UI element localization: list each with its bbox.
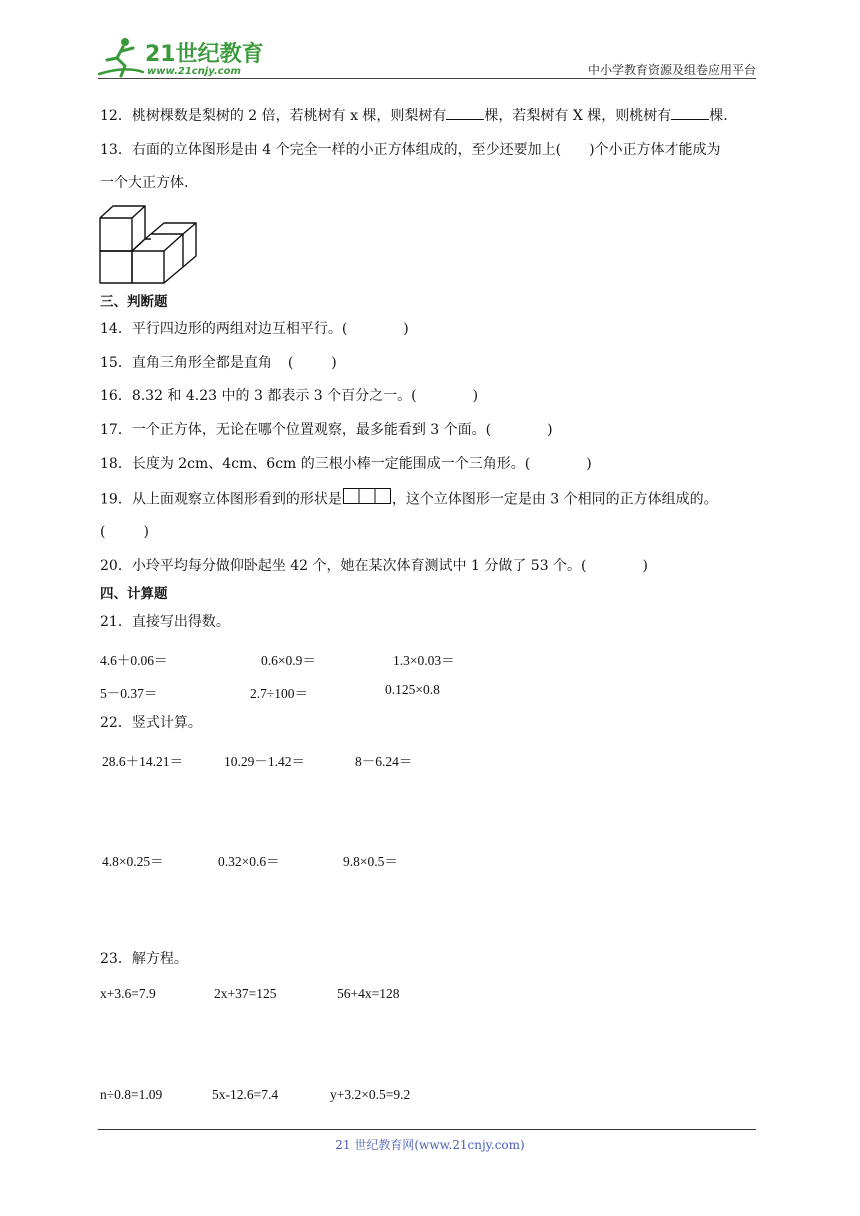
- header-divider: [98, 78, 756, 79]
- q15-text: 15．直角三角形全都是直角: [100, 355, 272, 371]
- question-17: [100, 421, 553, 439]
- header-platform-text: 中小学教育资源及组卷应用平台: [587, 63, 756, 77]
- q23-eq-5: 5x-12.6=7.4: [212, 1087, 279, 1102]
- q15-open-paren: (: [287, 355, 294, 371]
- q12-part2: 棵，若梨树有 X 棵，则桃树有: [484, 108, 672, 124]
- question-19-line1: [100, 489, 718, 510]
- question-21-title: 21．直接写出得数。: [100, 614, 230, 630]
- q22-expr-6: 9.8×0.5＝: [343, 854, 398, 869]
- q13-text-a: 13．右面的立体图形是由 4 个完全一样的小正方体组成的，至少还要加上(: [100, 142, 562, 158]
- question-13-line1: [100, 141, 721, 159]
- q22-expr-3: 8－6.24＝: [355, 754, 413, 769]
- q18-text: 18．长度为 2cm、4cm、6cm 的三根小棒一定能围成一个三角形。(: [100, 456, 531, 472]
- q23-eq-3: 56+4x=128: [337, 986, 400, 1001]
- question-13-line2: 一个大正方体.: [100, 175, 189, 191]
- q21-expr-5: 2.7÷100＝: [250, 686, 309, 701]
- logo-text: 21世纪教育: [145, 42, 264, 67]
- question-18: [100, 455, 592, 473]
- logo-url: www.21cnjy.com: [147, 66, 241, 77]
- question-22-title: 22．竖式计算。: [100, 715, 202, 731]
- q20-close-paren: ): [642, 558, 648, 574]
- q21-expr-2: 0.6×0.9＝: [261, 653, 316, 668]
- q22-expr-2: 10.29－1.42＝: [224, 754, 305, 769]
- question-12: [100, 106, 728, 125]
- section-4-title: 四、计算题: [100, 586, 168, 602]
- site-logo: [95, 36, 265, 80]
- question-15: [100, 354, 337, 372]
- q16-text: 16．8.32 和 4.23 中的 3 都表示 3 个百分之一。(: [100, 388, 417, 404]
- footer-link[interactable]: 21 世纪教育网(www.21cnjy.com): [335, 1138, 525, 1152]
- q19-text-b: ，这个立体图形一定是由 3 个相同的正方体组成的。: [391, 491, 718, 508]
- q23-eq-2: 2x+37=125: [214, 986, 277, 1001]
- q19-close-paren: ): [143, 524, 149, 540]
- q21-expr-4: 5－0.37＝: [100, 686, 158, 701]
- q22-expr-4: 4.8×0.25＝: [102, 854, 164, 869]
- footer-divider: [98, 1129, 756, 1130]
- q23-eq-4: n÷0.8=1.09: [100, 1087, 163, 1102]
- q23-eq-6: y+3.2×0.5=9.2: [330, 1087, 411, 1102]
- q22-expr-1: 28.6＋14.21＝: [102, 754, 183, 769]
- q14-close-paren: ): [403, 321, 409, 337]
- question-14: [100, 320, 409, 338]
- q14-text: 14．平行四边形的两组对边互相平行。(: [100, 321, 348, 337]
- q21-expr-6: 0.125×0.8: [385, 682, 440, 697]
- q20-text: 20．小玲平均每分做仰卧起坐 42 个，她在某次体育测试中 1 分做了 53 个。(: [100, 558, 587, 574]
- question-23-title: 23．解方程。: [100, 951, 188, 967]
- q17-text: 17．一个正方体，无论在哪个位置观察，最多能看到 3 个面。(: [100, 422, 492, 438]
- q12-blank-2[interactable]: [671, 106, 709, 120]
- q16-close-paren: ): [472, 388, 479, 404]
- q21-expr-3: 1.3×0.03＝: [393, 653, 455, 668]
- q12-part3: 棵.: [709, 108, 728, 124]
- q21-expr-1: 4.6＋0.06＝: [100, 653, 168, 668]
- q12-part1: 12．桃树棵数是梨树的 2 倍，若桃树有 x 棵，则梨树有: [100, 108, 447, 124]
- q15-close-paren: ): [331, 355, 337, 371]
- q18-close-paren: ): [586, 456, 592, 472]
- q19-open-paren: (: [100, 524, 106, 540]
- question-20: [100, 557, 648, 575]
- question-19-line2: [100, 523, 149, 541]
- cube-figure: [99, 203, 197, 285]
- q13-text-b: )个小正方体才能成为: [589, 142, 721, 158]
- q22-expr-5: 0.32×0.6＝: [218, 854, 280, 869]
- q12-blank-1[interactable]: [446, 106, 484, 120]
- q23-eq-1: x+3.6=7.9: [100, 986, 156, 1001]
- runner-icon: [99, 38, 143, 76]
- section-3-title: 三、判断题: [100, 294, 168, 310]
- q19-text-a: 19．从上面观察立体图形看到的形状是: [100, 491, 342, 508]
- top-view-squares-figure: [343, 488, 391, 509]
- q17-close-paren: ): [547, 422, 553, 438]
- question-16: [100, 387, 478, 405]
